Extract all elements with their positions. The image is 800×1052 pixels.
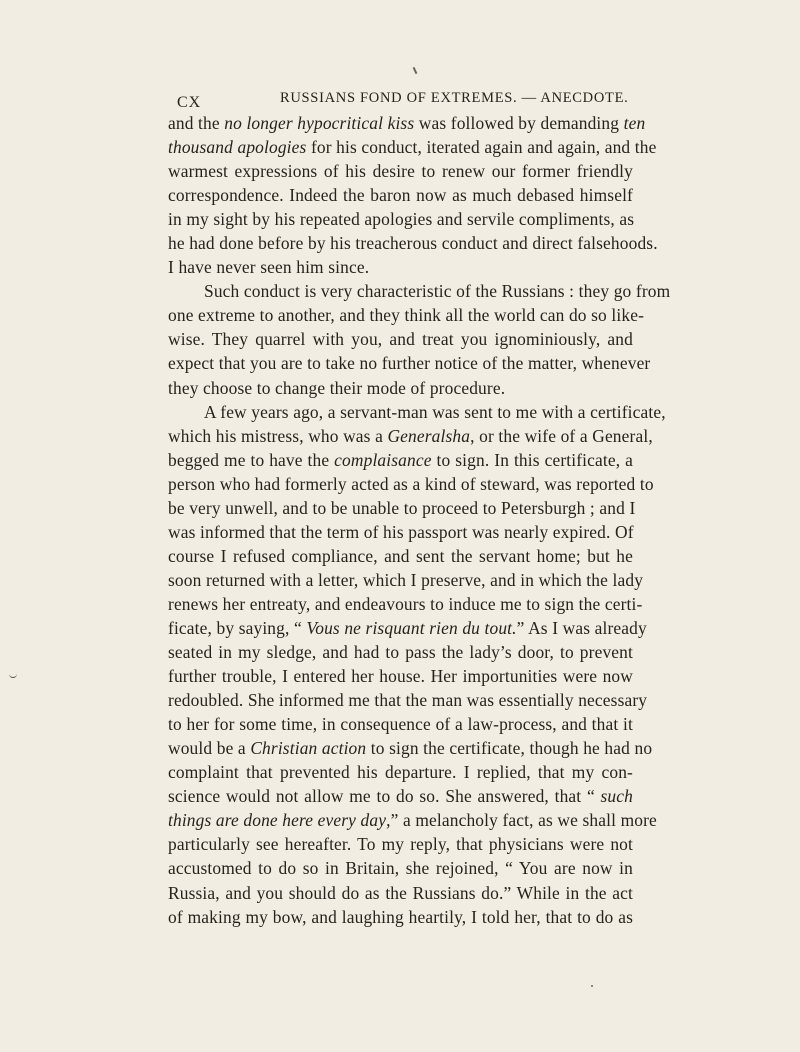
- italic-phrase: Vous ne risquant rien du tout.: [306, 617, 517, 638]
- italic-phrase: ten: [623, 113, 646, 133]
- italic-phrase: complaisance: [334, 449, 432, 470]
- text-line: would be a Christian action to sign the certificate, though he had no: [168, 738, 653, 759]
- text-line: person who had formerly acted as a kind of steward, was reported to: [168, 473, 654, 494]
- text-line: further trouble, I entered her house. Her importunities were now: [168, 666, 633, 687]
- text-line: complaint that prevented his departure. I replied, that my con-: [168, 762, 633, 783]
- text-line: and the no longer hypocritical kiss was followed by demanding ten: [168, 113, 646, 133]
- text-line: was informed that the term of his passport was nearly expired. Of: [168, 521, 634, 542]
- margin-curve-mark: [9, 671, 17, 678]
- margin-tick-mark: [413, 67, 418, 74]
- body-text: [168, 111, 671, 929]
- text-line: to her for some time, in consequence of a law-process, and that it: [168, 714, 633, 735]
- text-line: wise. They quarrel with you, and treat you ignominiously, and: [168, 329, 633, 350]
- text-line: science would not allow me to do so. She answered, that “ such: [168, 786, 633, 807]
- text-line: particularly see hereafter. To my reply, that physicians were not: [168, 834, 633, 855]
- page-number: CX: [177, 94, 202, 111]
- text-line: thousand apologies for his conduct, iterated again and again, and the: [168, 137, 657, 158]
- text-line: of making my bow, and laughing heartily, I told her, that to do as: [168, 906, 633, 927]
- text-line: begged me to have the complaisance to sign. In this certificate, a: [168, 449, 634, 470]
- text-line: which his mistress, who was a Generalsha, or the wife of a General,: [168, 425, 653, 446]
- text-line: they choose to change their mode of procedure.: [168, 377, 506, 398]
- italic-phrase: things are done here every day: [168, 810, 387, 831]
- italic-phrase: no longer hypocritical kiss: [224, 113, 415, 133]
- text-line: A few years ago, a servant-man was sent to me with a certificate,: [204, 401, 666, 422]
- margin-dot-mark: [591, 985, 593, 987]
- text-line: course I refused compliance, and sent the servant home; but he: [168, 545, 633, 566]
- text-line: warmest expressions of his desire to renew our former friendly: [168, 161, 633, 182]
- text-line: seated in my sledge, and had to pass the lady’s door, to prevent: [168, 642, 633, 663]
- text-line: accustomed to do so in Britain, she rejoined, “ You are now in: [168, 858, 633, 879]
- text-line: expect that you are to take no further notice of the matter, whenever: [168, 353, 651, 374]
- text-line: correspondence. Indeed the baron now as much debased himself: [168, 185, 633, 206]
- italic-phrase: thousand apologies: [168, 137, 307, 158]
- text-line: I have never seen him since.: [168, 257, 370, 278]
- running-head: RUSSIANS FOND OF EXTREMES. — ANECDOTE.: [280, 90, 629, 106]
- text-line: be very unwell, and to be unable to proceed to Petersburgh ; and I: [168, 497, 636, 518]
- text-line: things are done here every day,” a melancholy fact, as we shall more: [168, 810, 657, 831]
- text-line: ficate, by saying, “ Vous ne risquant rien du tout.” As I was already: [168, 617, 647, 638]
- text-line: Such conduct is very characteristic of the Russians : they go from: [204, 281, 671, 302]
- text-line: in my sight by his repeated apologies and servile compliments, as: [168, 209, 635, 230]
- text-line: renews her entreaty, and endeavours to induce me to sign the certi-: [168, 593, 643, 614]
- italic-phrase: Christian action: [250, 738, 367, 759]
- text-line: he had done before by his treacherous conduct and direct falsehoods.: [168, 233, 658, 254]
- text-line: one extreme to another, and they think all the world can do so like-: [168, 305, 645, 326]
- text-line: redoubled. She informed me that the man was essentially necessary: [168, 690, 648, 711]
- italic-phrase: Generalsha: [387, 425, 471, 446]
- text-line: soon returned with a letter, which I preserve, and in which the lady: [168, 569, 644, 590]
- italic-phrase: such: [600, 786, 633, 807]
- text-line: Russia, and you should do as the Russians do.” While in the act: [168, 882, 633, 903]
